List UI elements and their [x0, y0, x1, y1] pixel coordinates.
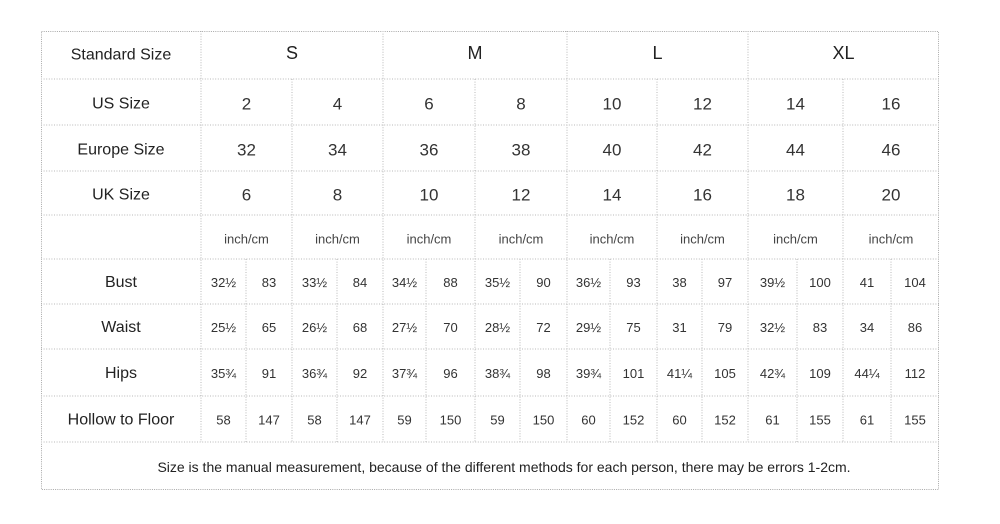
unit-label: inch/cm [680, 231, 725, 247]
inch-value: 27½ [391, 320, 418, 335]
cm-value: 83 [261, 275, 277, 290]
size-value-cell: 46 [881, 140, 901, 160]
inch-value: 34½ [391, 275, 418, 290]
inch-value: 58 [216, 412, 231, 428]
size-value-cell: 12 [511, 185, 531, 205]
size-value-cell: 32 [237, 140, 256, 160]
cm-value: 70 [443, 320, 458, 335]
unit-label: inch/cm [315, 231, 360, 247]
measurement-label: Hips [104, 365, 138, 382]
inch-value: 36¾ [301, 366, 328, 381]
size-value-cell: 8 [516, 94, 526, 114]
cm-value: 101 [622, 366, 645, 381]
size-value-cell: 4 [332, 94, 343, 114]
cm-value: 155 [904, 412, 926, 428]
cm-value: 100 [809, 275, 831, 290]
cm-value: 90 [536, 275, 551, 290]
size-value-cell: 40 [602, 140, 622, 160]
cm-value: 83 [812, 320, 828, 335]
size-value-cell: 16 [881, 94, 901, 114]
inch-value: 42¾ [759, 366, 786, 381]
cm-value: 98 [536, 366, 551, 381]
inch-value: 61 [859, 412, 875, 428]
size-value-cell: 8 [332, 185, 343, 205]
inch-value: 32½ [210, 275, 237, 290]
cm-value: 65 [261, 320, 277, 335]
cm-value: 97 [717, 275, 733, 290]
size-value-cell: 42 [693, 140, 712, 160]
inch-value: 59 [397, 412, 412, 428]
inch-value: 38¾ [484, 366, 511, 381]
cm-value: 96 [443, 366, 458, 381]
size-value-cell: 16 [693, 185, 712, 205]
measurement-label: Bust [104, 274, 138, 291]
measurement-note: Size is the manual measurement, because of the different methods for each person, there may be errors 1-2cm. [157, 459, 851, 475]
inch-value: 38 [672, 275, 687, 290]
cm-value: 104 [904, 275, 926, 290]
cm-value: 84 [352, 275, 368, 290]
measurement-label: Waist [101, 319, 141, 336]
inch-value: 58 [307, 412, 322, 428]
unit-label: inch/cm [773, 231, 818, 247]
size-value-cell: 10 [602, 94, 622, 114]
cm-value: 92 [352, 366, 368, 381]
row-label: UK Size [92, 186, 150, 204]
size-value-cell: 14 [786, 94, 805, 114]
size-value-cell: 6 [424, 94, 434, 114]
inch-value: 60 [581, 412, 596, 428]
inch-value: 44¼ [854, 366, 880, 381]
inch-value: 61 [765, 412, 780, 428]
size-group-label: XL [832, 43, 855, 63]
inch-value: 26½ [301, 320, 328, 335]
size-value-cell: 14 [602, 185, 622, 205]
cm-value: 152 [622, 412, 645, 428]
cm-value: 155 [809, 412, 831, 428]
size-value-cell: 2 [241, 94, 252, 114]
inch-value: 60 [672, 412, 687, 428]
row-label: Europe Size [77, 141, 165, 159]
size-value-cell: 38 [511, 140, 531, 160]
cm-value: 91 [261, 366, 277, 381]
size-value-cell: 18 [786, 185, 805, 205]
inch-value: 29½ [575, 320, 602, 335]
inch-value: 41¼ [666, 366, 693, 381]
cm-value: 150 [439, 412, 462, 428]
inch-value: 59 [490, 412, 505, 428]
size-value-cell: 12 [693, 94, 712, 114]
inch-value: 35½ [484, 275, 511, 290]
inch-value: 39¾ [575, 366, 602, 381]
inch-value: 31 [672, 320, 687, 335]
cm-value: 150 [532, 412, 555, 428]
inch-value: 37¾ [391, 366, 418, 381]
inch-value: 25½ [210, 320, 237, 335]
size-group-label: M [467, 43, 483, 63]
size-chart-table [41, 31, 939, 490]
size-value-cell: 36 [419, 140, 439, 160]
cm-value: 75 [626, 320, 641, 335]
size-value-cell: 10 [419, 185, 439, 205]
size-group-label: S [285, 43, 299, 63]
cm-value: 112 [904, 366, 926, 381]
cm-value: 109 [809, 366, 831, 381]
inch-value: 33½ [301, 275, 328, 290]
inch-value: 35¾ [210, 366, 237, 381]
row-label: US Size [92, 95, 150, 113]
inch-value: 28½ [484, 320, 511, 335]
cm-value: 68 [352, 320, 368, 335]
cm-value: 88 [443, 275, 458, 290]
size-group-label: L [652, 43, 663, 63]
measurement-label: Hollow to Floor [67, 411, 175, 429]
inch-value: 41 [859, 275, 875, 290]
inch-value: 36½ [575, 275, 602, 290]
unit-label: inch/cm [224, 231, 269, 247]
cm-value: 147 [349, 412, 371, 428]
standard-size-header: Standard Size [70, 46, 172, 64]
cm-value: 79 [717, 320, 733, 335]
unit-label: inch/cm [498, 231, 544, 247]
inch-value: 32½ [759, 320, 786, 335]
inch-value: 39½ [759, 275, 786, 290]
unit-label: inch/cm [406, 231, 452, 247]
cm-value: 72 [536, 320, 551, 335]
cm-value: 93 [626, 275, 641, 290]
size-value-cell: 6 [241, 185, 252, 205]
cm-value: 147 [258, 412, 280, 428]
size-value-cell: 20 [881, 185, 901, 205]
unit-label: inch/cm [589, 231, 635, 247]
cm-value: 152 [714, 412, 736, 428]
unit-label: inch/cm [868, 231, 914, 247]
size-value-cell: 34 [328, 140, 347, 160]
cm-value: 105 [714, 366, 736, 381]
inch-value: 34 [859, 320, 875, 335]
cm-value: 86 [907, 320, 923, 335]
size-value-cell: 44 [786, 140, 805, 160]
